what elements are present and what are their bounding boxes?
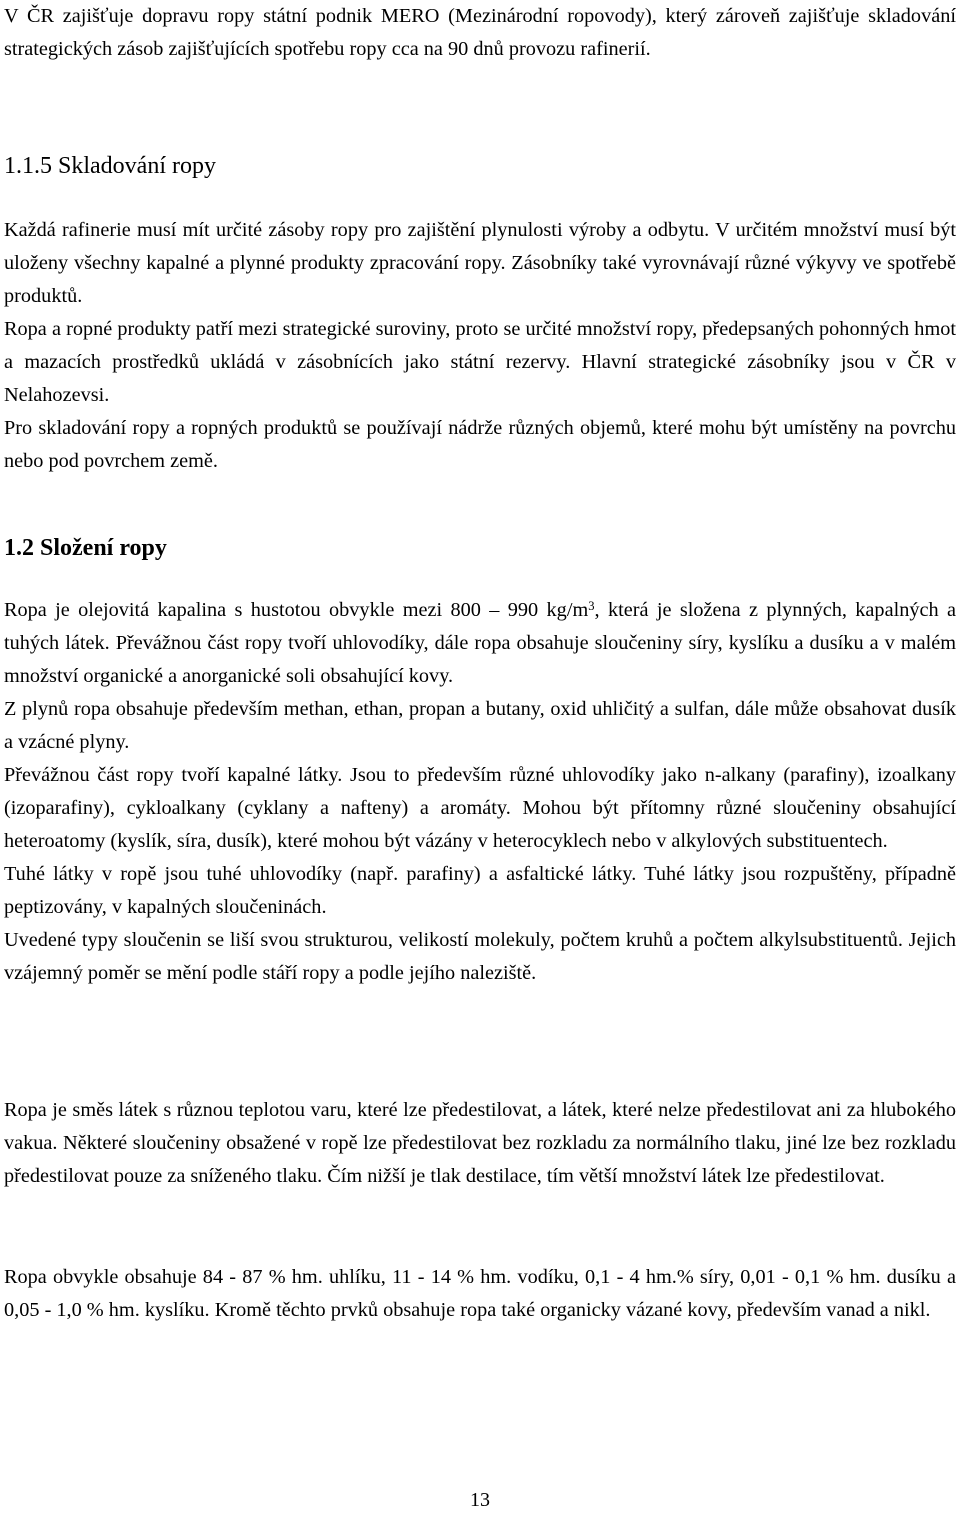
- section-1-2-body-a: [4, 594, 956, 990]
- composition-paragraph-6: Ropa je směs látek s různou teplotou varu, které lze předestilovat, a látek, které nelze předestilovat ani za hlubokého vakua. Některé sloučeniny obsažené v ropě lze předestilovat bez rozkladu za normálního tlaku, jiné lze bez rozkladu předestilovat pouze za sníženého tlaku. Čím nižší je tlak destilace, tím větší množství látek lze předestilovat.: [4, 1099, 956, 1187]
- storage-paragraph-3: Pro skladování ropy a ropných produktů se používají nádrže různých objemů, které mohu být umístěny na povrchu nebo pod povrchem země.: [4, 417, 956, 472]
- section-1-2-body-b: [4, 1094, 956, 1193]
- composition-paragraph-1: [4, 594, 956, 693]
- storage-paragraph-1: Každá rafinerie musí mít určité zásoby ropy pro zajištění plynulosti výroby a odbytu. V určitém množství musí být uloženy všechny kapalné a plynné produkty zpracování ropy. Zásobníky také vyrovnávají různé výkyvy ve spotřebě produktů.: [4, 219, 956, 307]
- intro-paragraph: V ČR zajišťuje dopravu ropy státní podnik MERO (Mezinárodní ropovody), který zároveň zajišťuje skladování strategických zásob zajišťujících spotřebu ropy cca na 90 dnů provozu rafinerií.: [4, 5, 956, 60]
- composition-paragraph-7: Ropa obvykle obsahuje 84 - 87 % hm. uhlíku, 11 - 14 % hm. vodíku, 0,1 - 4 hm.% síry, 0,01 - 0,1 % hm. dusíku a 0,05 - 1,0 % hm. kyslíku. Kromě těchto prvků obsahuje ropa také organicky vázané kovy, především vanad a nikl.: [4, 1266, 956, 1321]
- composition-paragraph-3: Převážnou část ropy tvoří kapalné látky. Jsou to především různé uhlovodíky jako n-alkany (parafiny), izoalkany (izoparafiny), cykloalkany (cyklany a nafteny) a aromáty. Mohou být přítomny různé sloučeniny obsahující heteroatomy (kyslík, síra, dusík), které mohou být vázány v heterocyklech nebo v alkylových substituentech.: [4, 764, 956, 852]
- intro-paragraph-block: [4, 0, 956, 66]
- section-1-1-5-heading-block: [4, 150, 956, 183]
- section-1-2-body-c: [4, 1261, 956, 1327]
- storage-paragraph-2: Ropa a ropné produkty patří mezi strategické suroviny, proto se určité množství ropy, předepsaných pohonných hmot a mazacích prostředků ukládá v zásobnících jako státní rezervy. Hlavní strategické zásobníky jsou v ČR v Nelahozevsi.: [4, 318, 956, 406]
- cubic-superscript: 3: [588, 598, 595, 613]
- composition-paragraph-4: Tuhé látky v ropě jsou tuhé uhlovodíky (např. parafiny) a asfaltické látky. Tuhé látky jsou rozpuštěny, případně peptizovány, v kapalných sloučeninách.: [4, 863, 956, 918]
- composition-paragraph-5: Uvedené typy sloučenin se liší svou strukturou, velikostí molekuly, počtem kruhů a počtem alkylsubstituentů. Jejich vzájemný poměr se mění podle stáří ropy a podle jejího naleziště.: [4, 929, 956, 984]
- page-number: 13: [470, 1489, 490, 1511]
- composition-paragraph-2: Z plynů ropa obsahuje především methan, ethan, propan a butany, oxid uhličitý a sulfan, dále může obsahovat dusík a vzácné plyny.: [4, 698, 956, 753]
- document-page: [4, 0, 956, 1513]
- section-1-2-heading-block: [4, 532, 956, 565]
- composition-paragraph-1-end: , která je složena z plynných, kapalných a tuhých látek. Převážnou část ropy tvoří uhlovodíky, dále ropa obsahuje sloučeniny síry, kyslíku a dusíku a v malém množství organické a anorganické soli obsahující kovy.: [4, 599, 956, 687]
- composition-paragraph-1-start: Ropa je olejovitá kapalina s hustotou obvykle mezi 800 – 990 kg/m: [4, 599, 589, 621]
- section-1-1-5-body: [4, 214, 956, 478]
- section-1-2-heading: 1.2 Složení ropy: [4, 535, 167, 561]
- section-1-1-5-heading: 1.1.5 Skladování ropy: [4, 153, 216, 179]
